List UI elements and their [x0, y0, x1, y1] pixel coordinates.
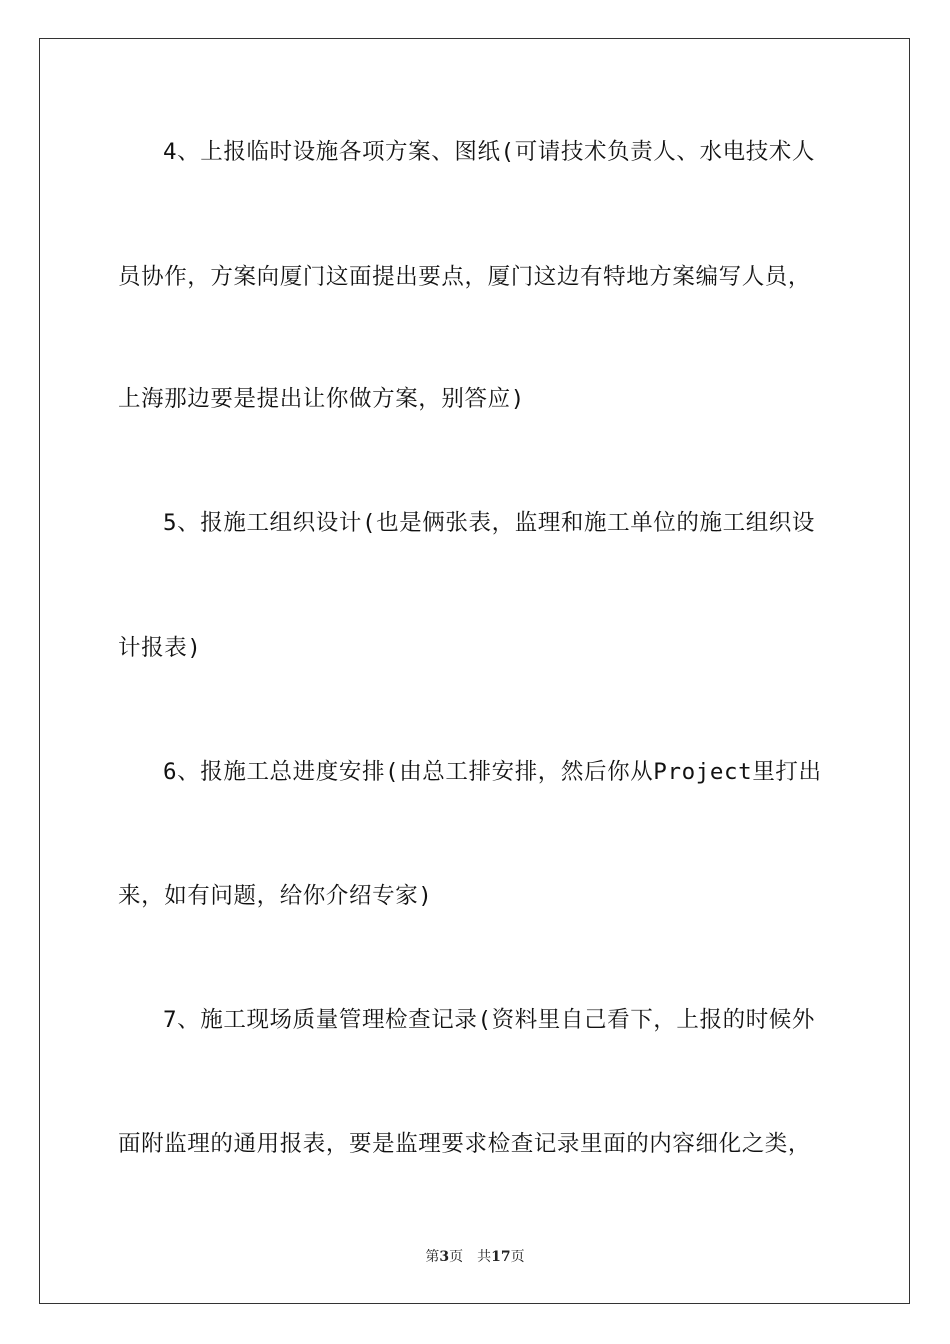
paragraph-line: 计报表): [118, 635, 202, 661]
page-footer: [0, 1248, 950, 1266]
page-border: [39, 38, 910, 1304]
page-number: 第3页: [425, 1249, 464, 1265]
paragraph-line: 来，如有问题，给你介绍专家): [118, 883, 433, 909]
paragraph-line: 6、报施工总进度安排(由总工排安排，然后你从Project里打出: [163, 759, 822, 785]
paragraph-line: 5、报施工组织设计(也是俩张表，监理和施工单位的施工组织设: [163, 510, 815, 536]
paragraph-line: 7、施工现场质量管理检查记录(资料里自己看下，上报的时候外: [163, 1007, 815, 1033]
paragraph-line: 上海那边要是提出让你做方案，别答应): [118, 386, 525, 412]
paragraph-line: 4、上报临时设施各项方案、图纸(可请技术负责人、水电技术人: [163, 139, 815, 165]
total-pages: 共17页: [477, 1249, 525, 1265]
paragraph-line: 面附监理的通用报表，要是监理要求检查记录里面的内容细化之类，: [118, 1131, 812, 1157]
paragraph-line: 员协作，方案向厦门这面提出要点，厦门这边有特地方案编写人员，: [118, 264, 812, 290]
